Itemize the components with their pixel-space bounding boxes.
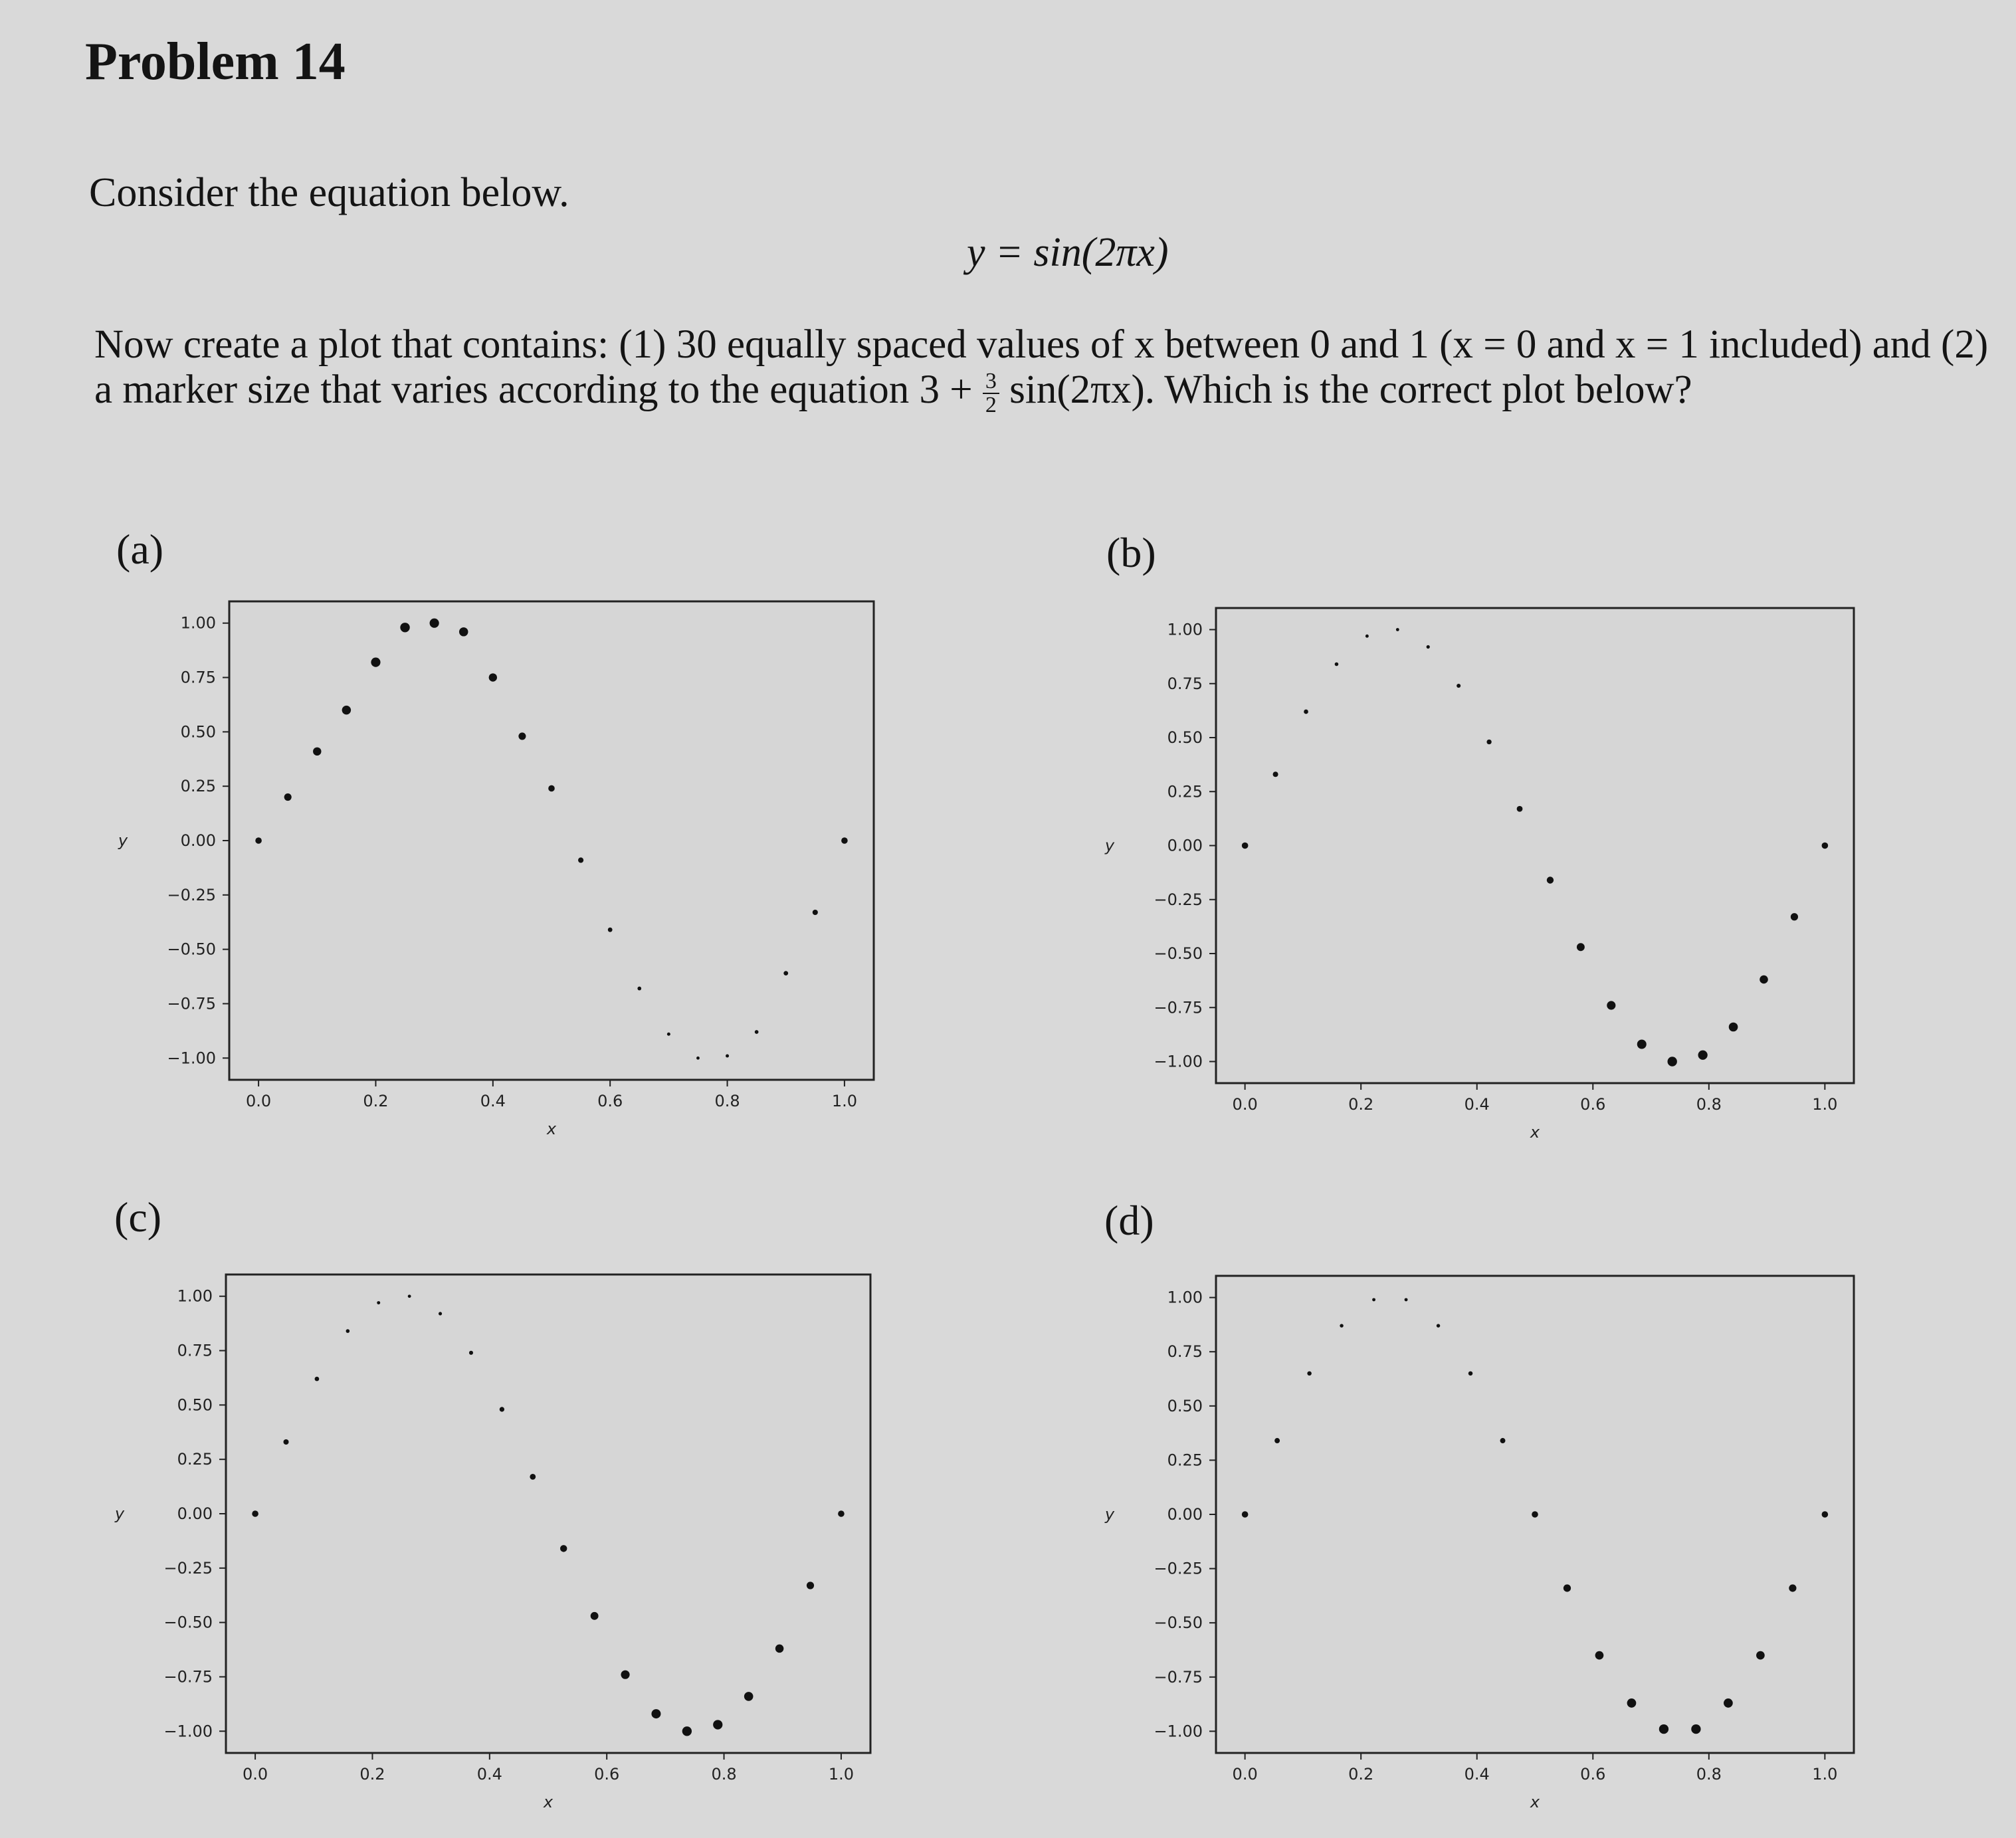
y-tick-label: 0.25 (180, 777, 216, 796)
y-tick-label: −1.00 (1154, 1722, 1203, 1741)
data-point (459, 627, 468, 636)
data-point (783, 971, 788, 975)
y-axis-label: y (1104, 836, 1115, 855)
data-point (342, 706, 351, 714)
data-point (346, 1329, 350, 1333)
data-point (744, 1692, 754, 1701)
x-tick-label: 0.4 (1464, 1095, 1490, 1114)
data-point (1500, 1438, 1506, 1443)
y-tick-label: −0.50 (163, 1613, 213, 1632)
y-tick-label: 0.50 (1167, 728, 1203, 747)
data-point (400, 623, 409, 632)
intro-text: Consider the equation below. (89, 170, 569, 215)
data-point (1365, 635, 1369, 638)
x-tick-label: 0.6 (1580, 1095, 1606, 1114)
data-point (1486, 740, 1491, 744)
data-point (1627, 1698, 1637, 1708)
data-point (608, 928, 613, 932)
y-tick-label: 0.25 (1167, 782, 1203, 801)
data-point (1427, 645, 1430, 649)
y-tick-label: 0.25 (177, 1450, 213, 1469)
y-tick-label: 0.75 (180, 668, 216, 687)
x-axis-label: x (1530, 1123, 1540, 1142)
y-tick-label: −1.00 (163, 1722, 213, 1741)
data-point (284, 793, 292, 801)
question-part2: sin(2πx). Which is the correct plot below? (1009, 367, 1692, 412)
data-point (578, 857, 583, 863)
data-point (807, 1582, 814, 1589)
data-point (1517, 806, 1523, 812)
y-tick-label: −0.25 (167, 885, 216, 904)
x-tick-label: 0.2 (363, 1092, 389, 1110)
data-point (1468, 1372, 1473, 1376)
data-point (1242, 843, 1249, 849)
y-tick-label: −0.25 (1154, 1559, 1203, 1578)
plot-frame (1216, 608, 1854, 1083)
y-tick-label: 0.75 (1167, 1342, 1203, 1362)
data-point (252, 1510, 258, 1517)
data-point (1822, 843, 1829, 849)
y-tick-label: 0.00 (180, 831, 216, 850)
data-point (775, 1645, 784, 1653)
x-tick-label: 0.4 (476, 1765, 502, 1784)
data-point (1274, 1438, 1280, 1443)
x-tick-label: 1.0 (1812, 1765, 1838, 1784)
x-tick-label: 0.6 (594, 1765, 620, 1784)
data-point (1822, 1511, 1829, 1518)
y-tick-label: −0.75 (163, 1667, 213, 1686)
data-point (1335, 663, 1339, 666)
x-tick-label: 0.6 (1580, 1765, 1606, 1784)
data-point (1396, 628, 1399, 631)
y-tick-label: 1.00 (180, 613, 216, 633)
x-axis-label: x (1530, 1793, 1540, 1811)
x-axis-label: x (546, 1120, 557, 1138)
data-point (255, 837, 262, 844)
data-point (1659, 1724, 1668, 1734)
data-point (430, 619, 439, 628)
data-point (548, 785, 555, 792)
data-point (696, 1057, 700, 1060)
equation: y = sin(2πx) (967, 230, 1169, 275)
data-point (813, 910, 818, 915)
y-axis-label: y (114, 1504, 125, 1523)
data-point (371, 658, 380, 667)
x-tick-label: 0.2 (1348, 1095, 1374, 1114)
y-tick-label: 0.50 (1167, 1396, 1203, 1415)
data-point (408, 1294, 411, 1298)
data-point (621, 1671, 629, 1679)
x-axis-label: x (543, 1793, 554, 1811)
x-tick-label: 0.6 (597, 1092, 623, 1110)
y-tick-label: 0.25 (1167, 1451, 1203, 1470)
option-c-label: (c) (114, 1193, 162, 1241)
data-point (1547, 876, 1554, 883)
x-tick-label: 0.0 (243, 1765, 268, 1784)
y-axis-label: y (118, 831, 128, 850)
data-point (1563, 1584, 1571, 1591)
data-point (1273, 771, 1278, 777)
data-point (1637, 1040, 1647, 1049)
data-point (637, 987, 641, 991)
data-point (1760, 975, 1768, 984)
y-tick-label: 0.75 (177, 1341, 213, 1360)
fraction-numerator: 3 (983, 370, 999, 394)
data-point (841, 837, 848, 844)
data-point (1372, 1298, 1375, 1301)
data-point (1457, 684, 1461, 688)
data-point (667, 1033, 670, 1036)
data-point (755, 1030, 759, 1034)
data-point (315, 1377, 320, 1381)
y-tick-label: −0.75 (1154, 1667, 1203, 1686)
question-part1: Now create a plot that contains: (1) 30 equally spaced values of x between 0 and 1 (x = 0 and x = 1 included) and (2) a marker size that varies according to the equation 3 + (94, 322, 1989, 412)
data-point (1698, 1051, 1708, 1060)
y-tick-label: −1.00 (167, 1049, 216, 1068)
x-tick-label: 0.0 (1232, 1095, 1258, 1114)
x-tick-label: 1.0 (828, 1765, 854, 1784)
x-tick-label: 1.0 (1812, 1095, 1838, 1114)
y-tick-label: −0.25 (163, 1558, 213, 1578)
data-point (1729, 1023, 1738, 1032)
x-tick-label: 0.8 (1696, 1765, 1722, 1784)
data-point (500, 1407, 504, 1411)
x-tick-label: 0.8 (714, 1092, 740, 1110)
option-d-label: (d) (1104, 1197, 1154, 1244)
data-point (530, 1474, 536, 1480)
data-point (283, 1439, 288, 1445)
data-point (1437, 1324, 1440, 1327)
data-point (713, 1720, 722, 1729)
data-point (1724, 1698, 1733, 1708)
data-point (1304, 710, 1308, 714)
data-point (1668, 1057, 1677, 1066)
data-point (377, 1301, 380, 1304)
y-tick-label: 1.00 (1167, 1288, 1203, 1307)
y-tick-label: −0.75 (1154, 998, 1203, 1017)
data-point (1405, 1298, 1408, 1301)
y-axis-label: y (1104, 1505, 1115, 1524)
y-tick-label: 0.75 (1167, 674, 1203, 693)
data-point (1595, 1651, 1604, 1660)
data-point (1789, 1584, 1796, 1591)
x-tick-label: 0.2 (1348, 1765, 1374, 1784)
x-tick-label: 1.0 (831, 1092, 857, 1110)
data-point (313, 748, 321, 756)
x-tick-label: 0.8 (1696, 1095, 1722, 1114)
data-point (1691, 1724, 1700, 1734)
y-tick-label: 1.00 (177, 1286, 213, 1306)
y-tick-label: −1.00 (1154, 1052, 1203, 1071)
x-tick-label: 0.4 (480, 1092, 506, 1110)
data-point (1532, 1511, 1538, 1518)
y-tick-label: −0.75 (167, 994, 216, 1013)
data-point (682, 1726, 692, 1736)
option-b-label: (b) (1106, 529, 1156, 576)
y-tick-label: 0.00 (1167, 836, 1203, 855)
data-point (726, 1054, 729, 1057)
y-tick-label: −0.50 (1154, 1613, 1203, 1633)
data-point (439, 1312, 442, 1315)
x-tick-label: 0.4 (1464, 1765, 1490, 1784)
data-point (1307, 1372, 1312, 1376)
x-tick-label: 0.0 (246, 1092, 272, 1110)
y-tick-label: −0.50 (1154, 944, 1203, 963)
data-point (591, 1612, 599, 1620)
y-tick-label: 0.50 (177, 1395, 213, 1415)
problem-title: Problem 14 (85, 33, 346, 91)
data-point (469, 1351, 473, 1355)
data-point (1242, 1511, 1249, 1518)
x-tick-label: 0.8 (711, 1765, 737, 1784)
data-point (1340, 1324, 1343, 1327)
y-tick-label: 0.00 (1167, 1505, 1203, 1524)
x-tick-label: 0.2 (359, 1765, 385, 1784)
x-tick-label: 0.0 (1232, 1765, 1258, 1784)
y-tick-label: −0.25 (1154, 890, 1203, 909)
plot-frame (226, 1275, 870, 1753)
y-tick-label: −0.50 (167, 940, 216, 959)
data-point (1607, 1001, 1615, 1009)
data-point (1756, 1651, 1765, 1660)
plot-frame (229, 601, 874, 1080)
data-point (1577, 943, 1585, 951)
fraction-denominator: 2 (985, 393, 997, 417)
data-point (1791, 913, 1798, 920)
data-point (518, 732, 526, 740)
y-tick-label: 1.00 (1167, 620, 1203, 639)
data-point (838, 1510, 845, 1517)
data-point (651, 1709, 660, 1718)
data-point (560, 1545, 567, 1552)
y-tick-label: 0.00 (177, 1504, 213, 1523)
data-point (489, 673, 497, 681)
y-tick-label: 0.50 (180, 722, 216, 742)
option-a-label: (a) (116, 526, 164, 573)
